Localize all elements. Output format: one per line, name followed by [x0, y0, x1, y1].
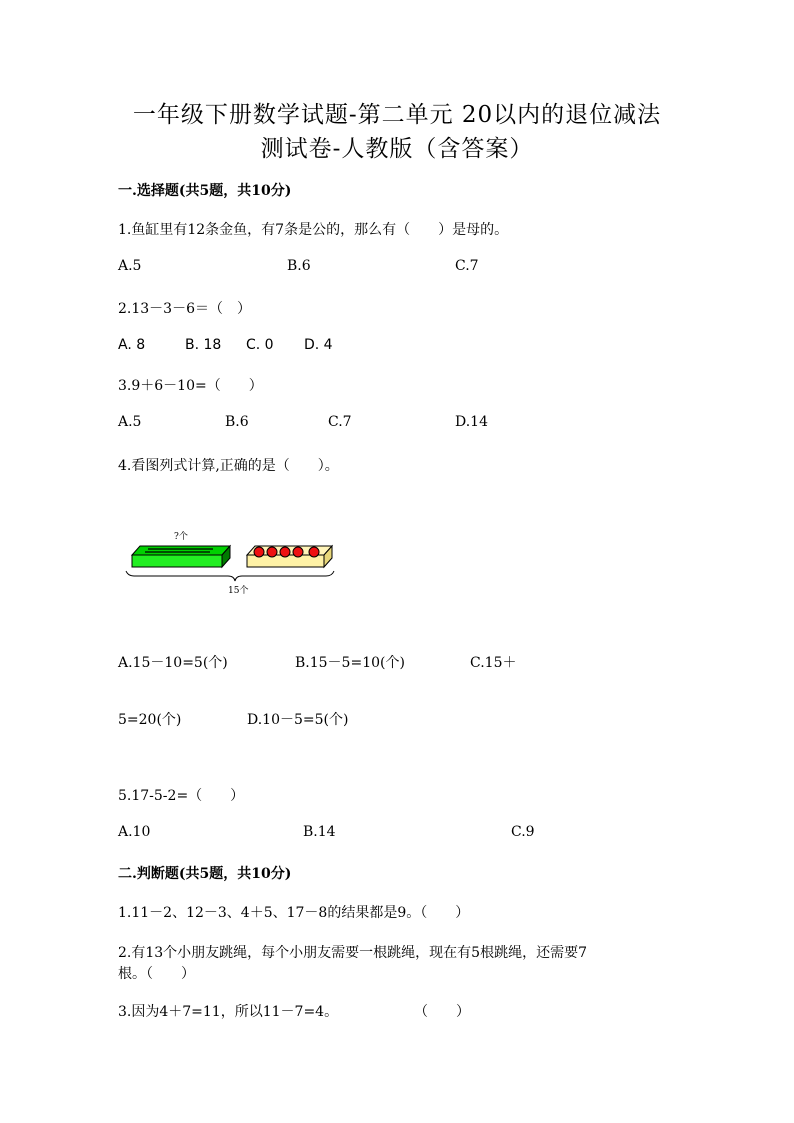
q2-option-d: D. 4 [304, 337, 333, 353]
q4-option-a: A.15－10=5(个) [118, 655, 228, 671]
judgement-2-line1: 2.有13个小朋友跳绳，每个小朋友需要一根跳绳，现在有5根跳绳，还需要7 [118, 945, 587, 961]
section-heading-judgement: 二.判断题(共5题，共10分) [118, 866, 292, 882]
judgement-3-blank: （ ） [414, 1004, 470, 1020]
page-title: 一年级下册数学试题-第二单元 20以内的退位减法 [132, 102, 662, 128]
section-heading-choice: 一.选择题(共5题，共10分) [118, 183, 292, 199]
q4-option-d: D.10－5=5(个) [247, 712, 349, 728]
red-bead [280, 547, 290, 557]
red-bead [293, 547, 303, 557]
question-1-stem: 1.鱼缸里有12条金鱼，有7条是公的，那么有（ ）是母的。 [118, 222, 509, 238]
q4-option-c: C.15＋ [470, 655, 517, 671]
q1-option-c: C.7 [455, 258, 479, 274]
judgement-1: 1.11－2、12－3、4＋5、17－8的结果都是9。（ ） [118, 905, 470, 921]
q3-option-d: D.14 [455, 414, 488, 430]
q5-option-b: B.14 [303, 824, 336, 840]
question-3-stem: 3.9＋6－10=（ ） [118, 378, 263, 394]
q2-option-c: C. 0 [246, 337, 274, 353]
q2-option-b: B. 18 [185, 337, 222, 353]
q3-option-b: B.6 [225, 414, 249, 430]
red-bead [254, 547, 264, 557]
question-4-figure [118, 525, 343, 600]
q1-option-a: A.5 [118, 258, 142, 274]
total-brace [126, 571, 334, 581]
q4-option-b: B.15－5=10(个) [295, 655, 405, 671]
red-bead [309, 547, 319, 557]
q3-option-c: C.7 [328, 414, 352, 430]
q2-option-a: A. 8 [118, 337, 146, 353]
green-box-front [132, 555, 222, 567]
judgement-3: 3.因为4＋7=11，所以11－7=4。 [118, 1004, 339, 1020]
red-bead [267, 547, 277, 557]
question-2-stem: 2.13－3－6＝（ ） [118, 301, 251, 317]
q5-option-a: A.10 [118, 824, 151, 840]
judgement-2-line2: 根。（ ） [118, 966, 195, 982]
q3-option-a: A.5 [118, 414, 142, 430]
page-subtitle: 测试卷-人教版（含答案） [260, 136, 534, 162]
q4-option-c-continued: 5=20(个) [118, 712, 182, 728]
green-box-top [132, 546, 230, 555]
figure-top-label: ?个 [174, 532, 188, 542]
question-4-stem: 4.看图列式计算,正确的是（ ）。 [118, 458, 339, 474]
q5-option-c: C.9 [511, 824, 535, 840]
q1-option-b: B.6 [287, 258, 311, 274]
question-5-stem: 5.17-5-2=（ ） [118, 788, 245, 804]
figure-bottom-label: 15个 [228, 586, 249, 596]
